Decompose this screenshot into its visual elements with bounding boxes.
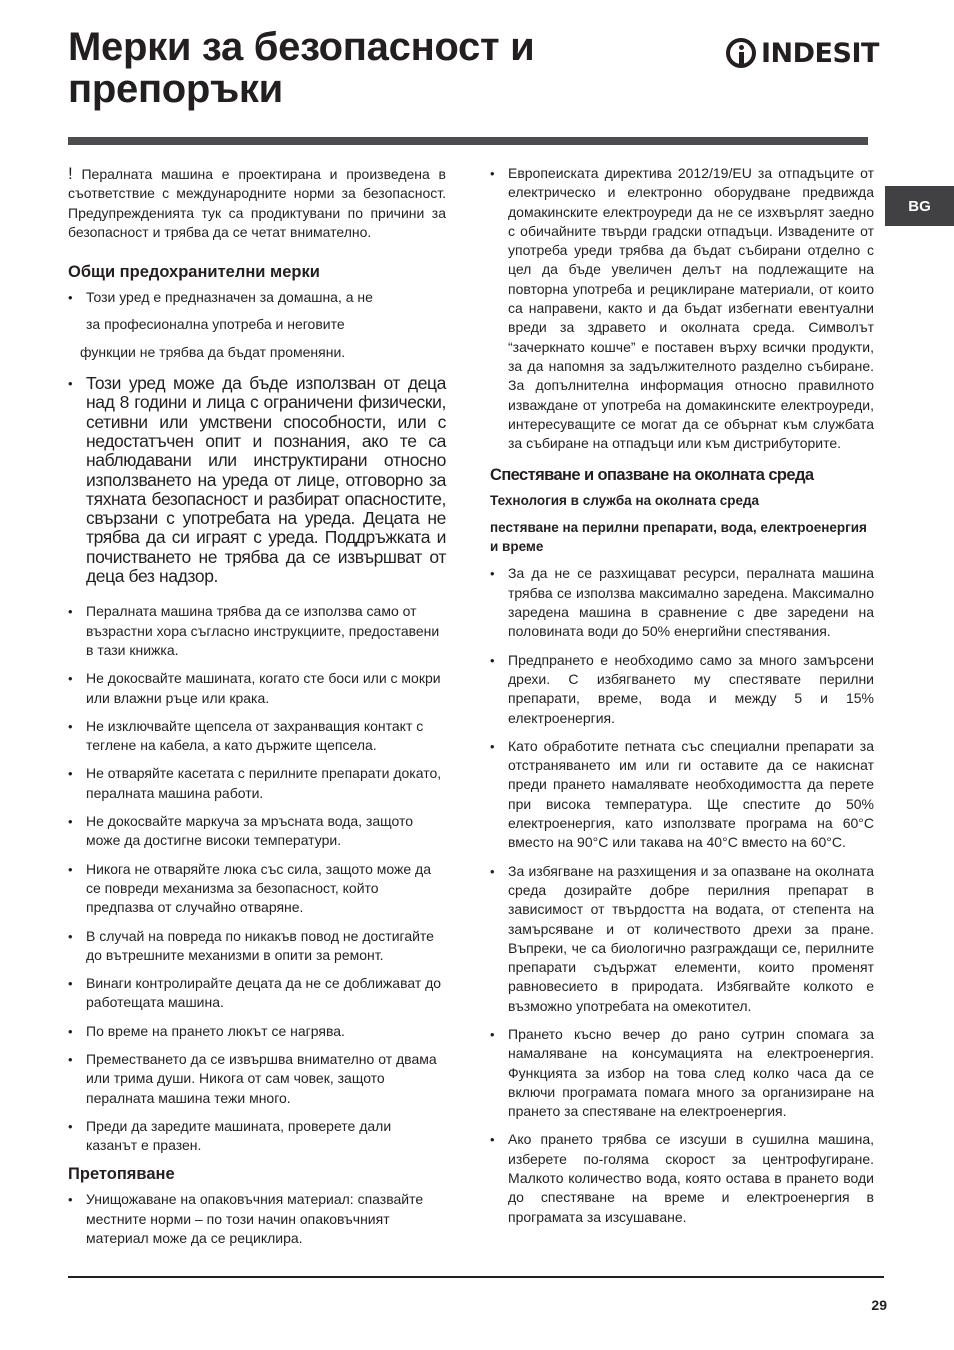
list-item: • За да не се разхищават ресурси, пералната машина трябва се използва максимално заредена. Максимално заредена машина в сравнение с две заредени на половината води до 50% енергийни спестявания.	[490, 564, 874, 641]
disposal-list	[68, 1190, 446, 1248]
brand-name: INDESIT	[761, 37, 879, 69]
children-warning-item: • Този уред може да бъде използван от деца над 8 години и лица с ограничени физически, сетивни или умствени способности, или с недостатъчен опит и познания, ако те са наблюдавани или инструктирани относно използването на уреда от лице, отговорно за тяхната безопасност и разбират опасностите, свързани с употребата на уреда. Децата не трябва да си играят с уреда. Поддръжката и почистването не трябва да се извършват от деца без надзор.	[68, 374, 446, 586]
list-item: • Като обработите петната със специални препарати за отстраняването им или ги оставите да се накиснат преди прането намалявате необходимостта да перете при висока температура. Ще спестите до 50% електроенергия, като използвате програма на 60°C вместо на 90°C или такава на 40°C вместо на 60°C.	[490, 737, 874, 853]
list-item: • Не докосвайте машината, когато сте боси или с мокри или влажни ръце или крака.	[68, 669, 446, 708]
environment-heading: Спестяване и опазване на околната среда	[490, 466, 814, 485]
list-item: • Ако прането трябва се изсуши в сушилна машина, изберете по-голяма скорост за центрофугиране. Малкото количество вода, която остава в прането води до спестяване на време и електроенергия в програмата за изсушаване.	[490, 1130, 874, 1226]
intro-paragraph	[68, 164, 446, 242]
general-list	[68, 288, 446, 307]
general-heading: Общи предохранителни мерки	[68, 263, 320, 282]
left-column	[68, 164, 446, 1257]
list-item-continuation: за професионална употреба и неговите	[86, 316, 345, 333]
language-tab: BG	[885, 186, 954, 226]
list-item: • Преди да заредите машината, проверете дали казанът е празен.	[68, 1117, 446, 1156]
list-item: • Пералната машина трябва да се използва само от възрастни хора съгласно инструкциите, предоставени в тази книжка.	[68, 602, 446, 660]
general-list-main	[68, 374, 446, 1155]
list-item: • Не изключвайте щепсела от захранващия контакт с теглене на кабела, а като държите щепсела.	[68, 717, 446, 756]
footer-divider	[68, 1276, 884, 1278]
environment-list	[490, 564, 874, 1227]
list-item: • Винаги контролирайте децата да не се доближават до работещата машина.	[68, 974, 446, 1013]
list-item-continuation: функции не трябва да бъдат променяни.	[80, 343, 346, 360]
list-item: • По време на прането люкът се нагрява.	[68, 1022, 446, 1041]
header-divider	[68, 137, 868, 145]
environment-subheading-2: пестяване на перилни препарати, вода, електроенергия и време	[490, 520, 867, 555]
page-number: 29	[871, 1297, 887, 1313]
page-title: Мерки за безопасност и препоръки	[68, 25, 535, 111]
list-item: • Предпрането е необходимо само за много замърсени дрехи. С избягването му спестявате перилни препарати, време, вода и между 5 и 15% електроенергия.	[490, 651, 874, 728]
disposal-list-continued	[490, 164, 874, 453]
list-item: • Не докосвайте маркуча за мръсната вода, защото може да достигне високи температури.	[68, 812, 446, 851]
list-item: • Европеиската директива 2012/19/EU за отпадъците от електрическо и електронно оборудване предвижда домакинските електроуреди да не се изхвърлят заедно с обичайните твърди градски отпадъци. Извадените от употреба уреди трябва да бъдат събирани отделно с цел да бъде увеличен делът на подлежащите на повторна употреба и рециклиране материали, от които са направени, както и да бъдат избегнати евентуални вреди за здравето и околната среда. Символът “зачеркнато кошче” е поставен върху всички продукти, за да напомня за задължителното разделно събиране. За допълнителна информация относно правилното изваждане от употреба на домакинските електроуреди, интересуващите се могат да се обърнат към службата за събиране на отпадъци или към дистрибуторите.	[490, 164, 874, 453]
brand-logo	[726, 30, 891, 76]
list-item: • Този уред е предназначен за домашна, а не	[68, 288, 446, 307]
intro-text: Пералната машина е проектирана и произведена в съответствие с международните норми за безопасност. Предупрежденията тук са продиктувани по причини за безопасност и трябва да се четат внимателно.	[68, 166, 446, 240]
disposal-heading: Претопяване	[68, 1165, 175, 1184]
list-item: • Преместването да се извършва внимателно от двама или трима души. Никога от сам човек, защото пералната машина тежи много.	[68, 1050, 446, 1108]
warning-mark: !	[68, 164, 73, 183]
list-item: • Прането късно вечер до рано сутрин спомага за намаляване на консумацията на електроенергия. Функцията за избор на това след колко часа да се включи програмата помага много за организиране на прането за спестяване на електроенергия.	[490, 1025, 874, 1121]
list-item: • В случай на повреда по никакъв повод не достигайте до вътрешните механизми в опити за ремонт.	[68, 927, 446, 966]
list-item: • Никога не отваряйте люка със сила, защото може да се повреди механизма за безопасност, който предпазва от случайно отваряне.	[68, 860, 446, 918]
list-item: • Унищожаване на опаковъчния материал: спазвайте местните норми – по този начин опаковъчният материал може да се рециклира.	[68, 1190, 446, 1248]
right-column	[490, 164, 874, 1236]
indesit-logo-icon	[726, 38, 756, 68]
list-item: • Не отваряйте касетата с перилните препарати докато, пералната машина работи.	[68, 764, 446, 803]
list-item: • За избягване на разхищения и за опазване на околната среда дозирайте добре перилния препарат в зависимост от твърдостта на водата, от степента на замърсяване и от количеството дрехи за пране. Въпреки, че са биологично разграждащи се, перилните препарати съдържат елементи, които променят равновесието в природата. Избягвайте колкото е възможно употребата на омекотител.	[490, 862, 874, 1016]
environment-subheading: Технология в служба на околната среда	[490, 493, 760, 509]
